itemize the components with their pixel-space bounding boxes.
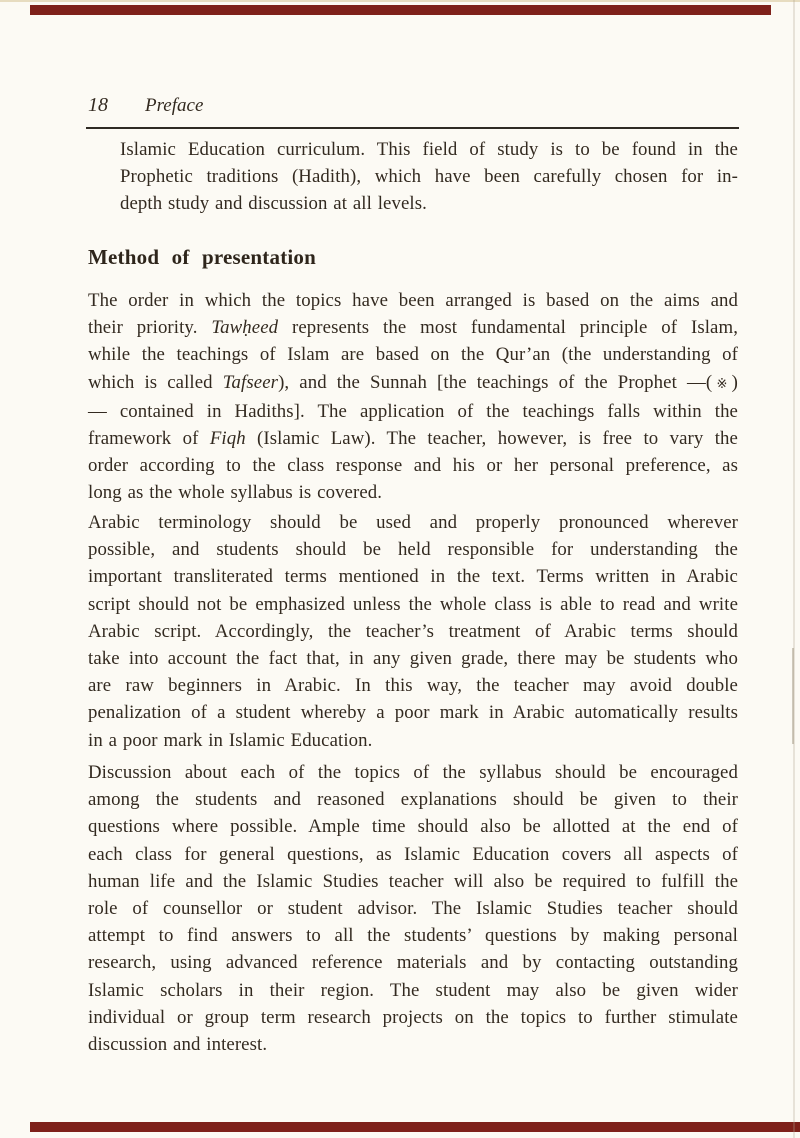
- text-line: framework of Fiqh (Islamic Law). The teacher, however, is free to vary the: [88, 428, 738, 450]
- text-line: while the teachings of Islam are based on the Qur’an (the understanding of: [88, 344, 738, 366]
- paragraph-discussion: [88, 759, 738, 1058]
- text-line: penalization of a student whereby a poor mark in Arabic automatically results: [88, 702, 738, 724]
- text-line: individual or group term research projects on the topics to further stimulate: [88, 1006, 738, 1028]
- text-line: human life and the Islamic Studies teacher will also be required to fulfill the: [88, 870, 738, 892]
- page-number: 18: [88, 94, 108, 116]
- top-accent-bar: [30, 5, 771, 15]
- prophet-honorific-icon: ※: [712, 376, 732, 392]
- text-line: The order in which the topics have been arranged is based on the aims and: [88, 290, 738, 311]
- text-line: Islamic scholars in their region. The student may also be given wider: [88, 979, 738, 1001]
- paragraph-terminology: [88, 509, 738, 754]
- text-line: take into account the fact that, in any given grade, there may be students who: [88, 648, 738, 670]
- header-rule: [86, 127, 739, 129]
- page-right-edge-mark: [792, 648, 794, 744]
- running-header: [88, 93, 203, 118]
- paragraph-order: [88, 287, 738, 507]
- text-line: — contained in Hadiths]. The application of the teachings falls within the: [88, 400, 738, 422]
- text-line: discussion and interest.: [88, 1034, 268, 1056]
- opening-paragraph: [120, 136, 738, 218]
- text-line: depth study and discussion at all levels.: [120, 193, 427, 215]
- text-line: which is called Tafseer), and the Sunnah [the teachings of the Prophet —(※): [88, 371, 738, 393]
- text-line: important transliterated terms mentioned in the text. Terms written in Arabic: [88, 566, 738, 588]
- text-line: script should not be emphasized unless the whole class is able to read and write: [88, 593, 738, 615]
- scan-top-edge: [0, 0, 800, 2]
- section-heading: Method of presentation: [88, 245, 317, 269]
- text-line: Discussion about each of the topics of the syllabus should be encouraged: [88, 762, 738, 783]
- text-line: role of counsellor or student advisor. The Islamic Studies teacher should: [88, 898, 738, 920]
- text-line: each class for general questions, as Islamic Education covers all aspects of: [88, 843, 738, 865]
- bottom-accent-bar: [30, 1122, 800, 1132]
- text-line: order according to the class response and his or her personal preference, as: [88, 455, 738, 477]
- text-line: Arabic script. Accordingly, the teacher’s treatment of Arabic terms should: [88, 620, 738, 642]
- text-line: in a poor mark in Islamic Education.: [88, 729, 373, 751]
- text-line: their priority. Tawḥeed represents the most fundamental principle of Islam,: [88, 317, 738, 339]
- text-line: long as the whole syllabus is covered.: [88, 482, 383, 504]
- text-line: are raw beginners in Arabic. In this way, the teacher may avoid double: [88, 675, 738, 697]
- text-line: questions where possible. Ample time should also be allotted at the end of: [88, 816, 738, 838]
- text-line: among the students and reasoned explanations should be given to their: [88, 789, 738, 811]
- text-line: Prophetic traditions (Hadith), which have been carefully chosen for in-: [120, 166, 738, 188]
- text-line: Arabic terminology should be used and properly pronounced wherever: [88, 512, 738, 533]
- header-title: Preface: [145, 95, 204, 116]
- page-right-edge: [793, 0, 795, 1138]
- text-line: attempt to find answers to all the students’ questions by making personal: [88, 925, 738, 947]
- text-line: research, using advanced reference materials and by contacting outstanding: [88, 952, 738, 974]
- text-line: possible, and students should be held responsible for understanding the: [88, 539, 738, 561]
- text-line: Islamic Education curriculum. This field of study is to be found in the: [120, 139, 738, 160]
